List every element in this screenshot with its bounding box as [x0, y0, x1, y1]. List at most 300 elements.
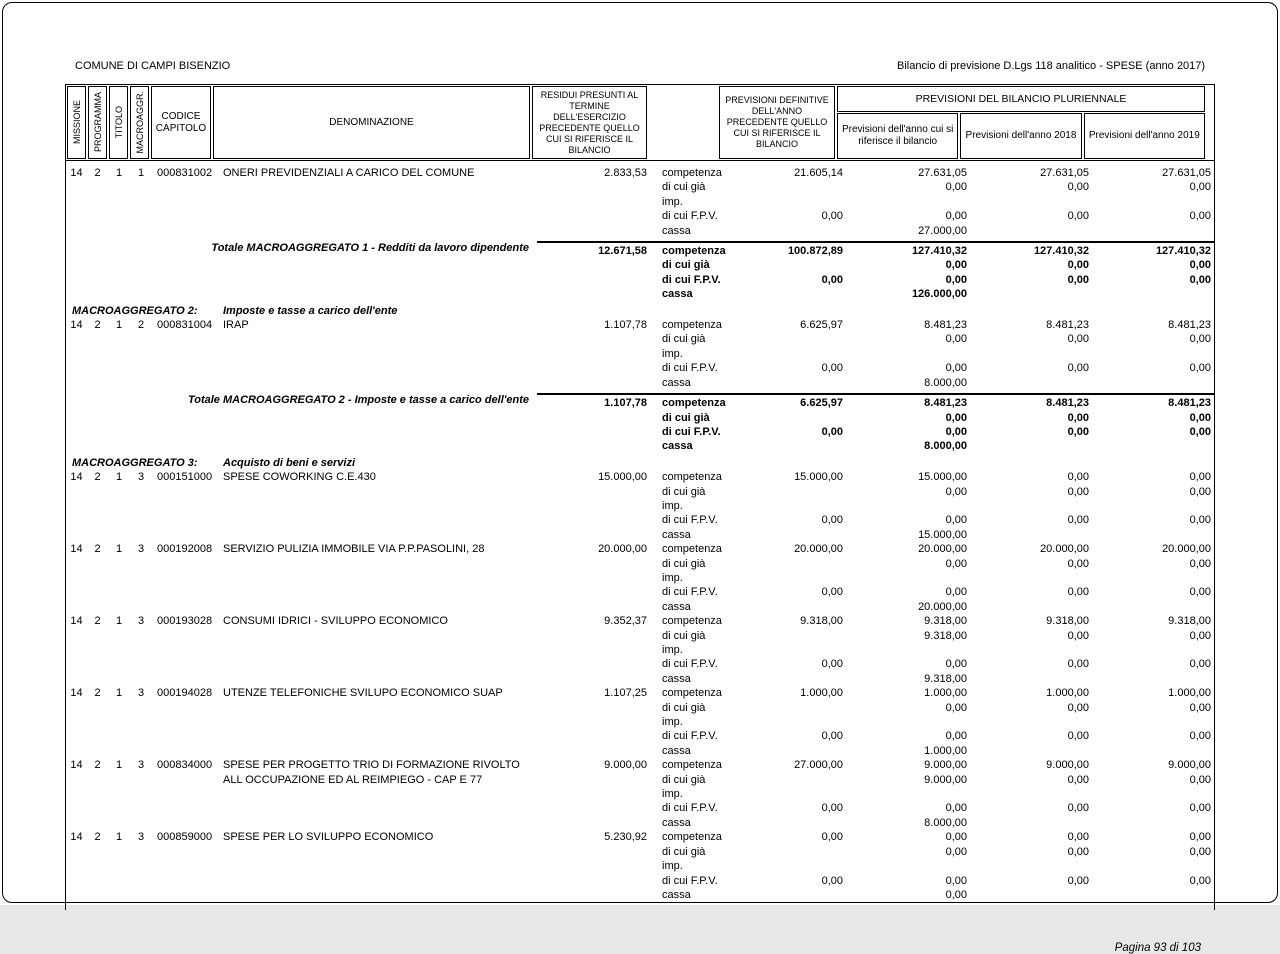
anno-2018-value: 0,00 [1067, 362, 1089, 375]
programma-cell: 2 [94, 167, 101, 179]
detail-lines [656, 244, 1214, 302]
anno-riferimento-value: 0,00 [945, 658, 967, 671]
detail-label: competenza [662, 319, 722, 332]
anno-riferimento-value: 0,00 [945, 701, 967, 714]
anno-2018-value: 9.000,00 [1046, 759, 1089, 772]
totale-label: Totale MACROAGGREGATO 2 - Imposte e tasse a carico dell'ente [187, 394, 529, 407]
detail-lines [656, 318, 1214, 390]
document-footer [65, 942, 1215, 954]
detail-line [656, 845, 1214, 874]
budget-row [66, 542, 1214, 614]
prev-definitive-value [726, 411, 846, 425]
detail-line [656, 758, 1214, 772]
anno-riferimento-value: 1.000,00 [924, 687, 967, 700]
detail-label: di cui F.P.V. [662, 514, 718, 527]
titolo-cell: 1 [115, 471, 123, 484]
anno-riferimento-value: 0,00 [945, 333, 967, 346]
anno-riferimento-value: 27.000,00 [918, 224, 967, 237]
missione-cell: 14 [70, 167, 83, 179]
anno-riferimento-value: 0,00 [945, 425, 967, 438]
header-macroaggr: MACROAGGR. [130, 86, 149, 159]
row-amounts-area [537, 393, 1214, 454]
detail-line [656, 744, 1214, 758]
anno-2019-value: 0,00 [1189, 471, 1211, 484]
detail-label: competenza [662, 687, 722, 700]
residui-value: 9.000,00 [604, 759, 647, 772]
detail-line [656, 600, 1214, 614]
prev-definitive-value [726, 816, 846, 830]
anno-2019-value: 27.631,05 [1162, 167, 1211, 179]
totale-label: Totale MACROAGGREGATO 1 - Redditi da lavoro dipendente [211, 242, 529, 255]
prev-definitive-value [726, 180, 846, 209]
detail-lines [656, 758, 1214, 830]
table-header [65, 84, 1215, 161]
denominazione-cell [216, 830, 537, 844]
anno-2018-value [970, 600, 1094, 614]
denominazione-cell [216, 470, 537, 484]
detail-line [656, 180, 1214, 209]
row-amounts-area [537, 542, 1214, 614]
budget-row [66, 614, 1214, 686]
detail-label: cassa [662, 600, 691, 613]
detail-line [656, 629, 1214, 658]
detail-line [656, 701, 1214, 730]
anno-2019-value: 0,00 [1189, 514, 1211, 527]
totale-row [66, 241, 1214, 302]
detail-label: di cui già imp. [662, 629, 706, 656]
detail-label: di cui F.P.V. [662, 273, 721, 286]
anno-2018-value: 127.410,32 [1033, 245, 1089, 258]
denominazione-line: CONSUMI IDRICI - SVILUPPO ECONOMICO [223, 615, 448, 628]
residui-value: 1.107,25 [604, 687, 647, 700]
anno-2018-value [970, 376, 1094, 390]
anno-2018-value [970, 287, 1094, 301]
prev-definitive-value: 0,00 [821, 425, 843, 438]
prev-definitive-value [726, 557, 846, 586]
anno-riferimento-value: 1.000,00 [924, 744, 967, 757]
programma-cell: 2 [94, 471, 101, 484]
detail-label: di cui già [662, 259, 710, 272]
detail-label: di cui già imp. [662, 333, 706, 360]
denominazione-line: ALL OCCUPAZIONE ED AL REIMPIEGO - CAP E 77 [223, 773, 483, 786]
anno-riferimento-value: 9.318,00 [924, 615, 967, 628]
anno-riferimento-value: 0,00 [945, 730, 967, 743]
budget-row [66, 758, 1214, 830]
anno-2018-value: 0,00 [1067, 802, 1089, 815]
anno-riferimento-value: 0,00 [945, 802, 967, 815]
denominazione-line: SPESE PER PROGETTO TRIO DI FORMAZIONE RIVOLTO [223, 759, 520, 772]
detail-line [656, 874, 1214, 888]
anno-2019-value: 0,00 [1189, 411, 1211, 424]
detail-label: competenza [662, 245, 726, 258]
detail-label: competenza [662, 397, 726, 410]
detail-line [656, 425, 1214, 439]
detail-lines [656, 686, 1214, 758]
codice-capitolo-cell: 000831004 [157, 319, 213, 332]
budget-row [66, 830, 1214, 902]
anno-2019-value: 20.000,00 [1162, 543, 1211, 556]
row-amounts-area [537, 614, 1214, 686]
detail-line [656, 318, 1214, 332]
detail-lines [656, 830, 1214, 902]
detail-line [656, 361, 1214, 375]
prev-definitive-value: 0,00 [821, 586, 843, 599]
anno-2018-value: 0,00 [1067, 629, 1089, 642]
prev-definitive-value: 20.000,00 [794, 543, 843, 556]
anno-riferimento-value: 9.318,00 [924, 672, 967, 685]
macroaggr-cell: 1 [137, 167, 145, 179]
detail-line [656, 485, 1214, 514]
header-residui: RESIDUI PRESUNTI AL TERMINE DELL'ESERCIZIO PRECEDENTE QUELLO CUI SI RIFERISCE IL BILANCIO [532, 86, 647, 159]
row-amounts-area [537, 758, 1214, 830]
anno-riferimento-value: 0,00 [945, 831, 967, 844]
anno-riferimento-value: 0,00 [945, 273, 967, 286]
denominazione-line: SPESE PER LO SVILUPPO ECONOMICO [223, 831, 434, 844]
anno-2019-value: 0,00 [1189, 557, 1211, 570]
detail-lines [656, 542, 1214, 614]
anno-2018-value [970, 672, 1094, 686]
residui-value: 5.230,92 [604, 831, 647, 844]
anno-2018-value: 0,00 [1067, 831, 1089, 844]
detail-label: competenza [662, 759, 722, 772]
residui-value: 20.000,00 [598, 543, 647, 556]
denominazione-cell [216, 542, 537, 556]
anno-2018-value: 1.000,00 [1046, 687, 1089, 700]
detail-line [656, 244, 1214, 258]
titolo-cell: 1 [115, 319, 123, 332]
denominazione-cell [216, 614, 537, 628]
anno-2019-value: 0,00 [1189, 730, 1211, 743]
detail-line [656, 830, 1214, 844]
anno-2019-value: 0,00 [1189, 362, 1211, 375]
detail-line [656, 332, 1214, 361]
detail-label: competenza [662, 167, 722, 179]
budget-row [66, 318, 1214, 390]
detail-label: cassa [662, 816, 691, 829]
anno-riferimento-value: 8.000,00 [924, 816, 967, 829]
detail-lines [656, 614, 1214, 686]
codice-capitolo-cell: 000192008 [157, 543, 213, 556]
missione-cell: 14 [70, 471, 83, 484]
anno-2018-value: 0,00 [1067, 845, 1089, 858]
anno-riferimento-value: 20.000,00 [918, 543, 967, 556]
detail-line [656, 686, 1214, 700]
header-anno-2018: Previsioni dell'anno 2018 [960, 113, 1081, 159]
anno-riferimento-value: 0,00 [945, 888, 967, 901]
section-label: MACROAGGREGATO 2: [72, 304, 198, 317]
anno-2019-value: 0,00 [1189, 874, 1211, 887]
residui-value: 12.671,58 [598, 245, 647, 258]
anno-2019-value: 0,00 [1189, 273, 1211, 286]
prev-definitive-value [726, 672, 846, 686]
detail-label: cassa [662, 672, 691, 685]
prev-definitive-value: 0,00 [821, 362, 843, 375]
anno-riferimento-value: 8.000,00 [924, 440, 967, 453]
detail-line [656, 376, 1214, 390]
anno-riferimento-value: 0,00 [945, 845, 967, 858]
section-title: Acquisto di beni e servizi [223, 456, 356, 469]
titolo-cell: 1 [115, 687, 123, 700]
anno-2019-value [1094, 672, 1214, 686]
residui-value: 2.833,53 [604, 167, 647, 179]
budget-row [66, 166, 1214, 238]
anno-2019-value: 0,00 [1189, 701, 1211, 714]
anno-riferimento-value: 126.000,00 [911, 288, 967, 301]
detail-line [656, 773, 1214, 802]
prev-definitive-value: 0,00 [821, 874, 843, 887]
detail-line [656, 801, 1214, 815]
anno-2018-value [970, 439, 1094, 453]
detail-line [656, 273, 1214, 287]
denominazione-line: IRAP [223, 319, 249, 332]
programma-cell: 2 [94, 543, 101, 556]
totale-row [66, 393, 1214, 454]
detail-label: di cui F.P.V. [662, 362, 718, 375]
residui-value: 1.107,78 [604, 397, 647, 410]
anno-2019-value: 0,00 [1189, 831, 1211, 844]
detail-line [656, 528, 1214, 542]
detail-lines [656, 470, 1214, 542]
anno-2018-value [970, 888, 1094, 902]
detail-line [656, 287, 1214, 301]
budget-row [66, 470, 1214, 542]
macroaggr-cell: 3 [137, 471, 145, 484]
header-anno-riferimento: Previsioni dell'anno cui si riferisce il bilancio [837, 113, 958, 159]
prev-definitive-value: 9.318,00 [800, 615, 843, 628]
row-amounts-area [537, 318, 1214, 390]
detail-line [656, 672, 1214, 686]
row-amounts-area [537, 470, 1214, 542]
detail-label: di cui già imp. [662, 557, 706, 584]
header-titolo: TITOLO [109, 86, 128, 159]
anno-2018-value: 0,00 [1067, 411, 1089, 424]
detail-label: cassa [662, 888, 691, 901]
anno-2019-value: 0,00 [1189, 658, 1211, 671]
report-title: Bilancio di previsione D.Lgs 118 analitico - SPESE (anno 2017) [897, 60, 1205, 72]
anno-2018-value: 8.481,23 [1046, 319, 1089, 332]
prev-definitive-value: 21.605,14 [794, 167, 843, 179]
macroaggr-cell: 3 [137, 831, 145, 844]
codice-capitolo-cell: 000193028 [157, 615, 213, 628]
anno-2019-value: 0,00 [1189, 181, 1211, 194]
detail-line [656, 513, 1214, 527]
detail-label: di cui F.P.V. [662, 658, 718, 671]
detail-label: cassa [662, 744, 691, 757]
prev-definitive-value: 0,00 [821, 273, 843, 286]
anno-2019-value [1094, 287, 1214, 301]
anno-2019-value: 0,00 [1189, 259, 1211, 272]
detail-label: competenza [662, 471, 722, 484]
detail-label: di cui F.P.V. [662, 802, 718, 815]
anno-riferimento-value: 0,00 [945, 210, 967, 223]
codice-capitolo-cell: 000859000 [157, 831, 213, 844]
anno-riferimento-value: 9.000,00 [924, 773, 967, 786]
prev-definitive-value [726, 439, 846, 453]
anno-riferimento-value: 0,00 [945, 874, 967, 887]
prev-definitive-value [726, 744, 846, 758]
header-pluriennale-subcolumns [837, 113, 1205, 159]
anno-2019-value: 0,00 [1189, 629, 1211, 642]
anno-2018-value: 20.000,00 [1040, 543, 1089, 556]
anno-2019-value: 0,00 [1189, 210, 1211, 223]
detail-label: competenza [662, 543, 722, 556]
prev-definitive-value [726, 258, 846, 272]
denominazione-cell [216, 758, 537, 787]
macroaggr-cell: 2 [137, 319, 145, 332]
anno-2019-value: 1.000,00 [1168, 687, 1211, 700]
anno-2018-value: 0,00 [1067, 701, 1089, 714]
anno-2018-value: 8.481,23 [1046, 397, 1089, 410]
residui-value: 9.352,37 [604, 615, 647, 628]
anno-riferimento-value: 8.481,23 [924, 397, 967, 410]
prev-definitive-value: 15.000,00 [794, 471, 843, 484]
missione-cell: 14 [70, 543, 83, 556]
anno-2019-value: 0,00 [1189, 333, 1211, 346]
anno-riferimento-value: 0,00 [945, 514, 967, 527]
detail-line [656, 209, 1214, 223]
anno-riferimento-value: 15.000,00 [918, 528, 967, 541]
prev-definitive-value [726, 224, 846, 238]
prev-definitive-value: 27.000,00 [794, 759, 843, 772]
comune-title: COMUNE DI CAMPI BISENZIO [75, 60, 231, 72]
anno-2019-value: 0,00 [1189, 773, 1211, 786]
anno-riferimento-value: 0,00 [945, 557, 967, 570]
anno-2019-value [1094, 816, 1214, 830]
anno-2018-value: 0,00 [1067, 874, 1089, 887]
header-codice-capitolo: CODICE CAPITOLO [151, 86, 211, 159]
detail-label: di cui F.P.V. [662, 210, 718, 223]
anno-2018-value: 0,00 [1067, 425, 1089, 438]
anno-2019-value: 0,00 [1189, 425, 1211, 438]
prev-definitive-value: 0,00 [821, 210, 843, 223]
detail-line [656, 258, 1214, 272]
anno-2019-value [1094, 888, 1214, 902]
missione-cell: 14 [70, 831, 83, 844]
header-anno-2019: Previsioni dell'anno 2019 [1084, 113, 1205, 159]
codice-capitolo-cell: 000834000 [157, 759, 213, 772]
header-missione: MISSIONE [67, 86, 86, 159]
anno-2018-value: 0,00 [1067, 471, 1089, 484]
anno-2018-value: 0,00 [1067, 259, 1089, 272]
titolo-cell: 1 [115, 831, 123, 844]
anno-riferimento-value: 20.000,00 [918, 600, 967, 613]
detail-line [656, 816, 1214, 830]
detail-label: di cui già [662, 411, 710, 424]
anno-2018-value: 0,00 [1067, 333, 1089, 346]
macroaggr-cell: 3 [137, 687, 145, 700]
macroaggr-cell: 3 [137, 759, 145, 772]
anno-2019-value: 0,00 [1189, 485, 1211, 498]
anno-2019-value [1094, 224, 1214, 238]
prev-definitive-value: 0,00 [821, 831, 843, 844]
header-previsioni-definitive: PREVISIONI DEFINITIVE DELL'ANNO PRECEDENTE QUELLO CUI SI RIFERISCE IL BILANCIO [719, 86, 835, 159]
anno-2018-value: 27.631,05 [1040, 167, 1089, 179]
anno-2018-value [970, 528, 1094, 542]
section-title: Imposte e tasse a carico dell'ente [223, 304, 398, 317]
page-number: Pagina 93 di 103 [1114, 942, 1201, 954]
programma-cell: 2 [94, 687, 101, 700]
detail-line [656, 729, 1214, 743]
prev-definitive-value [726, 888, 846, 902]
programma-cell: 2 [94, 831, 101, 844]
anno-2018-value: 9.318,00 [1046, 615, 1089, 628]
header-programma: PROGRAMMA [88, 86, 107, 159]
anno-2018-value: 0,00 [1067, 273, 1089, 286]
detail-label: competenza [662, 615, 722, 628]
detail-label: di cui F.P.V. [662, 425, 721, 438]
anno-2019-value [1094, 600, 1214, 614]
detail-line [656, 411, 1214, 425]
missione-cell: 14 [70, 687, 83, 700]
programma-cell: 2 [94, 319, 101, 332]
anno-2018-value: 0,00 [1067, 514, 1089, 527]
detail-label: di cui F.P.V. [662, 730, 718, 743]
programma-cell: 2 [94, 615, 101, 628]
header-denominazione: DENOMINAZIONE [213, 86, 530, 159]
detail-line [656, 166, 1214, 180]
residui-value: 1.107,78 [604, 319, 647, 332]
row-amounts-area [537, 166, 1214, 238]
missione-cell: 14 [70, 615, 83, 628]
denominazione-cell [216, 318, 537, 332]
detail-label: cassa [662, 224, 691, 237]
anno-riferimento-value: 0,00 [945, 586, 967, 599]
anno-2019-value: 8.481,23 [1168, 397, 1211, 410]
anno-2018-value: 0,00 [1067, 210, 1089, 223]
prev-definitive-value: 0,00 [821, 730, 843, 743]
anno-riferimento-value: 127.410,32 [911, 245, 967, 258]
prev-definitive-value [726, 845, 846, 874]
header-pluriennale-title: PREVISIONI DEL BILANCIO PLURIENNALE [837, 86, 1205, 112]
anno-2018-value: 0,00 [1067, 485, 1089, 498]
detail-lines [656, 166, 1214, 238]
residui-value: 15.000,00 [598, 471, 647, 484]
anno-riferimento-value: 8.481,23 [924, 319, 967, 332]
anno-2019-value [1094, 744, 1214, 758]
macroaggr-cell: 3 [137, 543, 145, 556]
prev-definitive-value [726, 528, 846, 542]
denominazione-line: ONERI PREVIDENZIALI A CARICO DEL COMUNE [223, 167, 475, 179]
prev-definitive-value [726, 332, 846, 361]
detail-label: cassa [662, 440, 693, 453]
detail-label: di cui già imp. [662, 181, 706, 208]
detail-label: di cui F.P.V. [662, 586, 718, 599]
detail-line [656, 888, 1214, 902]
row-amounts-area [537, 686, 1214, 758]
anno-2018-value [970, 744, 1094, 758]
prev-definitive-value [726, 629, 846, 658]
denominazione-cell [216, 166, 537, 180]
detail-line [656, 396, 1214, 410]
anno-2019-value: 0,00 [1189, 802, 1211, 815]
prev-definitive-value: 0,00 [821, 802, 843, 815]
prev-definitive-value: 1.000,00 [800, 687, 843, 700]
prev-definitive-value: 100.872,89 [787, 245, 843, 258]
anno-2019-value [1094, 376, 1214, 390]
anno-2019-value: 0,00 [1189, 586, 1211, 599]
anno-2018-value: 0,00 [1067, 557, 1089, 570]
detail-line [656, 224, 1214, 238]
prev-definitive-value [726, 701, 846, 730]
detail-label: di cui già imp. [662, 845, 706, 873]
detail-line [656, 542, 1214, 556]
titolo-cell: 1 [115, 759, 123, 772]
prev-definitive-value [726, 485, 846, 514]
detail-line [656, 470, 1214, 484]
anno-riferimento-value: 0,00 [945, 362, 967, 375]
anno-2018-value: 0,00 [1067, 181, 1089, 194]
anno-2018-value: 0,00 [1067, 586, 1089, 599]
